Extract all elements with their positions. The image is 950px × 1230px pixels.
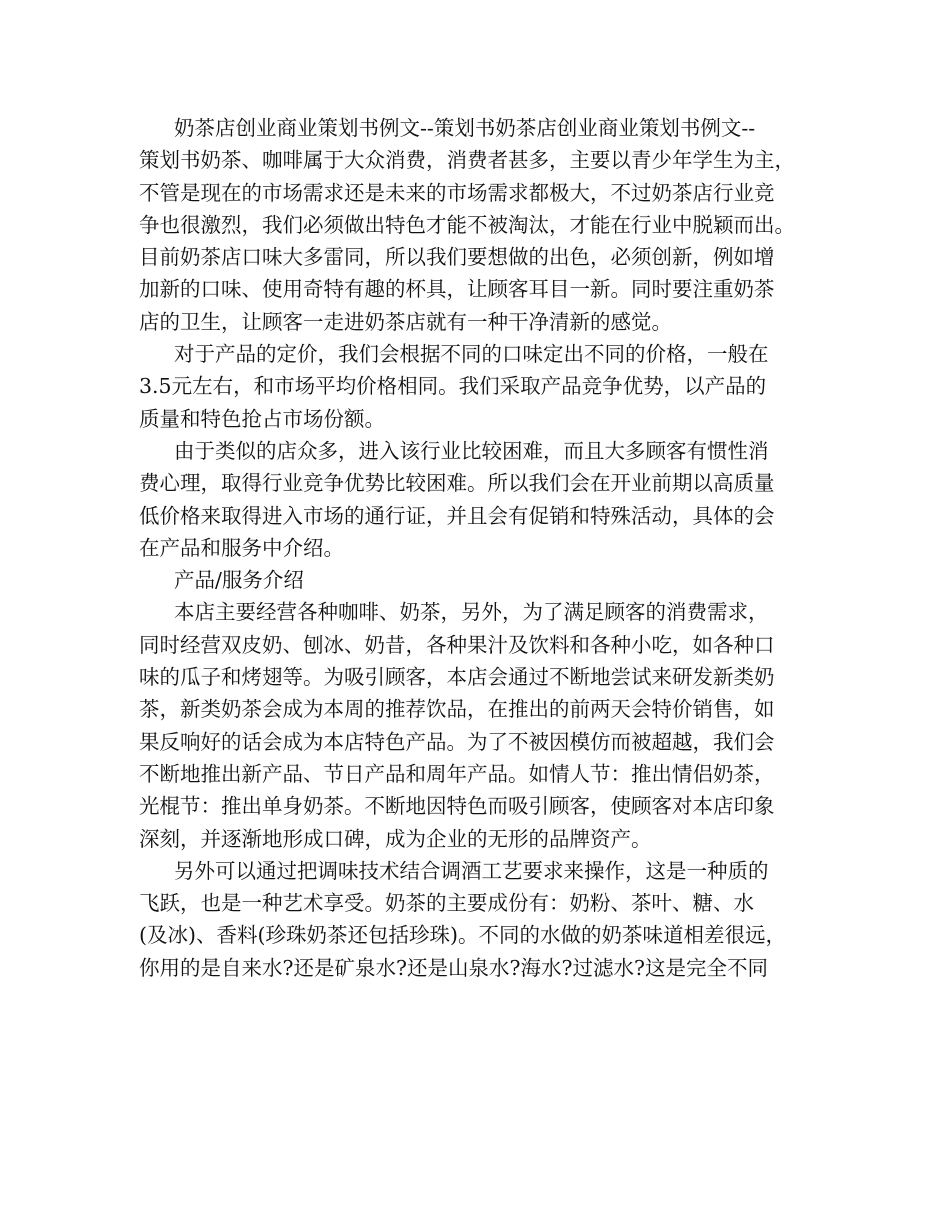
text-line: (及冰)、香料(珍珠奶茶还包括珍珠)。不同的水做的奶茶味道相差很远， [139, 923, 786, 948]
text-line: 由于类似的店众多，进入该行业比较困难，而且大多顾客有惯性消 [174, 438, 769, 463]
text-line: 不管是现在的市场需求还是未来的市场需求都极大，不过奶茶店行业竞 [139, 180, 775, 205]
section-heading: 产品/服务介绍 [174, 568, 304, 593]
text-line: 不断地推出新产品、节日产品和周年产品。如情人节：推出情侣奶茶， [139, 761, 775, 786]
document-body [139, 112, 819, 984]
text-line: 加新的口味、使用奇特有趣的杯具，让顾客耳目一新。同时要注重奶茶 [139, 277, 775, 302]
text-line: 奶茶店创业商业策划书例文--策划书奶茶店创业商业策划书例文-- [174, 116, 756, 140]
text-line: 费心理，取得行业竞争优势比较困难。所以我们会在开业前期以高质量 [139, 471, 775, 496]
text-line: 茶，新类奶茶会成为本周的推荐饮品，在推出的前两天会特价销售，如 [139, 697, 775, 722]
text-line: 对于产品的定价，我们会根据不同的口味定出不同的价格，一般在 [174, 342, 769, 367]
paragraph-technique [139, 855, 819, 984]
text-line: 另外可以通过把调味技术结合调酒工艺要求来操作，这是一种质的 [174, 858, 769, 883]
text-line: 飞跃，也是一种艺术享受。奶茶的主要成份有：奶粉、茶叶、糖、水 [139, 891, 754, 916]
text-line: 味的瓜子和烤翅等。为吸引顾客，本店会通过不断地尝试来研发新类奶 [139, 665, 775, 690]
text-line: 质量和特色抢占市场份额。 [139, 406, 385, 431]
text-line: 店的卫生，让顾客一走进奶茶店就有一种干净清新的感觉。 [139, 309, 672, 334]
text-line: 3.5元左右，和市场平均价格相同。我们采取产品竞争优势，以产品的 [139, 374, 767, 399]
text-line: 在产品和服务中介绍。 [139, 535, 344, 560]
text-line: 果反响好的话会成为本店特色产品。为了不被因模仿而被超越，我们会 [139, 729, 775, 754]
text-line: 深刻，并逐渐地形成口碑，成为企业的无形的品牌资产。 [139, 826, 652, 851]
paragraph-pricing [139, 338, 819, 435]
paragraph-products [139, 596, 819, 854]
text-line: 低价格来取得进入市场的通行证，并且会有促销和特殊活动，具体的会 [139, 503, 775, 528]
text-line: 你用的是自来水?还是矿泉水?还是山泉水?海水?过滤水?这是完全不同 [139, 955, 768, 980]
text-line: 策划书奶茶、咖啡属于大众消费，消费者甚多，主要以青少年学生为主， [139, 148, 795, 173]
text-line: 争也很激烈，我们必须做出特色才能不被淘汰，才能在行业中脱颖而出。 [139, 212, 795, 237]
text-line: 光棍节：推出单身奶茶。不断地因特色而吸引顾客，使顾客对本店印象 [139, 794, 775, 819]
paragraph-heading-products [139, 564, 819, 596]
paragraph-intro [139, 112, 819, 338]
text-line: 同时经营双皮奶、刨冰、奶昔，各种果汁及饮料和各种小吃，如各种口 [139, 632, 775, 657]
paragraph-competition [139, 435, 819, 564]
text-line: 目前奶茶店口味大多雷同，所以我们要想做的出色，必须创新，例如增 [139, 245, 775, 270]
text-line: 本店主要经营各种咖啡、奶茶，另外，为了满足顾客的消费需求， [174, 600, 769, 625]
